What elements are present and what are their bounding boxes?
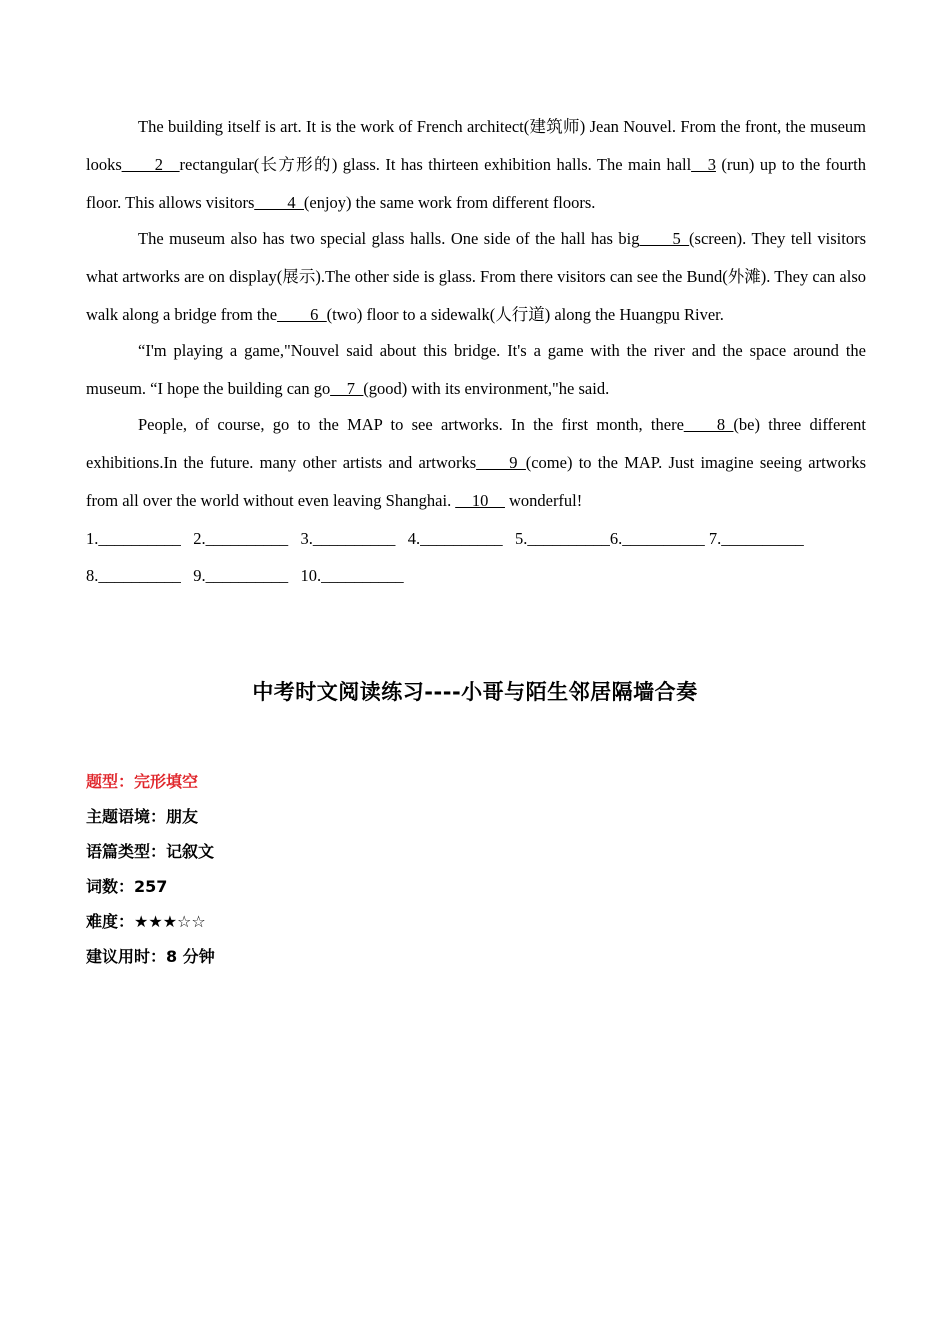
p3-text-1: “I'm playing a game,"Nouvel said about this bridge. It's a game with the river and the space around the museum. “I hope the building can go: [86, 341, 866, 398]
p1-text-1: The building itself is art. It is the work of French architect(建筑师) Jean Nouvel. From the front, the museum looks: [86, 117, 866, 174]
paragraph-3: [86, 332, 866, 408]
blank-7: __7_: [330, 379, 364, 398]
blank-8: ____8_: [683, 415, 734, 434]
blank-10: __10__: [455, 491, 505, 510]
p4-text-1: People, of course, go to the MAP to see artworks. In the first month, there: [138, 415, 684, 434]
p4-text-4: wonderful!: [504, 491, 583, 510]
paragraph-1: [86, 108, 866, 222]
exercise-info: [86, 764, 215, 974]
p2-text-3: (two) floor to a sidewalk(人行道) along the Huangpu River.: [326, 305, 724, 324]
p1-text-2: rectangular(长方形的) glass. It has thirteen exhibition halls. The main hall: [179, 155, 692, 174]
word-count: 词数：257: [86, 877, 168, 896]
blank-3: __3: [691, 155, 716, 174]
text-genre: 语篇类型：记叙文: [86, 842, 215, 861]
paragraph-4: [86, 406, 866, 520]
p3-text-2: (good) with its environment,"he said.: [363, 379, 610, 398]
p1-text-4: (enjoy) the same work from different floors.: [303, 193, 596, 212]
p1-text-3: (run) up to the fourth floor. This allows visitors: [86, 155, 866, 212]
p4-text-2: (be) three different exhibitions.In the future. many other artists and artworks: [86, 415, 867, 472]
section-title: 中考时文阅读练习----小哥与陌生邻居隔墙合奏: [252, 680, 698, 704]
answer-line-1: 1.__________ 2.__________ 3.__________ 4.__________ 5.__________6.__________ 7.__________: [86, 529, 804, 548]
answer-line-2: 8.__________ 9.__________ 10.__________: [86, 566, 404, 585]
difficulty-rating: 难度：★★★☆☆: [86, 912, 206, 931]
blank-5: ____5_: [639, 229, 690, 248]
blank-6: ____6_: [277, 305, 327, 324]
p4-text-3: (come) to the MAP. Just imagine seeing artworks from all over the world without even leaving Shanghai.: [86, 453, 867, 510]
blank-9: ____9_: [476, 453, 526, 472]
passage: [86, 108, 866, 594]
blank-4: ____4_: [254, 193, 304, 212]
p2-text-2: (screen). They tell visitors what artworks are on display(展示).The other side is glass. From there visitors can see the Bund(外滩). They can also walk along a bridge from the: [86, 229, 866, 324]
paragraph-2: [86, 220, 866, 334]
question-type: 题型：完形填空: [86, 772, 199, 791]
blank-2: ____2__: [121, 155, 180, 174]
p2-text-1: The museum also has two special glass halls. One side of the hall has big: [138, 229, 640, 248]
theme-context: 主题语境：朋友: [86, 807, 199, 826]
suggested-time: 建议用时：8 分钟: [86, 947, 215, 966]
